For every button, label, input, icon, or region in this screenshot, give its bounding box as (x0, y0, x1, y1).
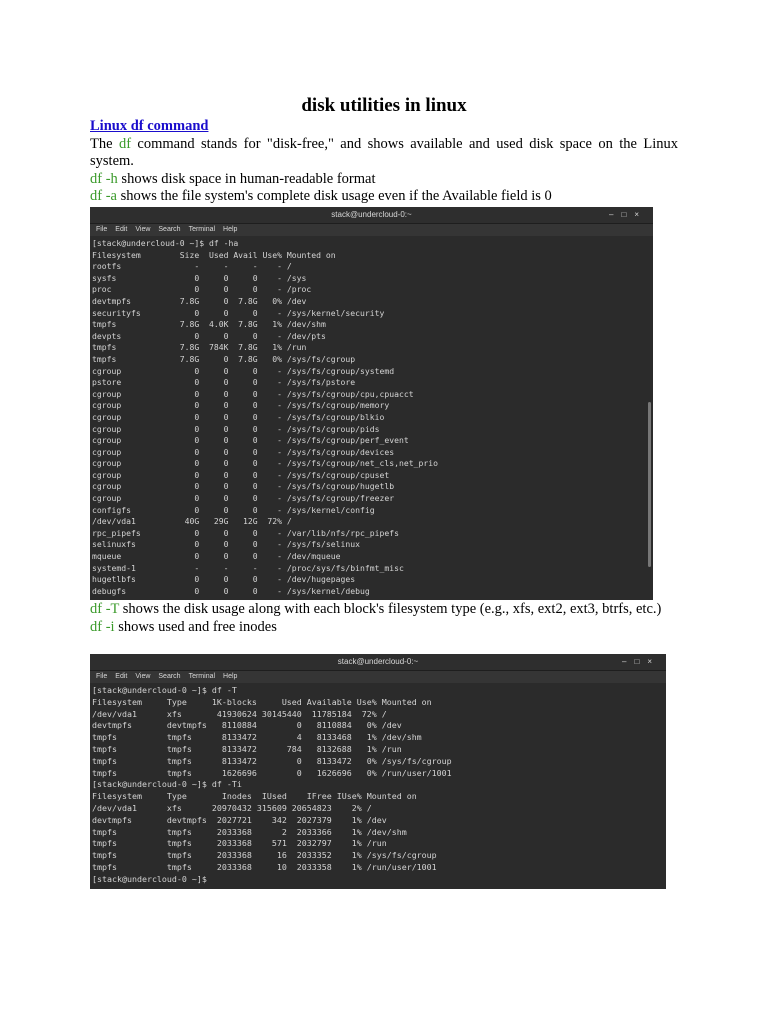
df-keyword: df (118, 135, 132, 152)
close-icon[interactable]: × (647, 657, 660, 666)
terminal-title: stack@undercloud-0:~ (337, 657, 419, 666)
menu-help[interactable]: Help (223, 673, 238, 680)
terminal-output: [stack@undercloud-0 ~]$ df -T Filesystem Type 1K-blocks Used Available Use% Mounted on /dev/vda1 xfs 41930624 30145440 11785184 72% / devtmpfs devtmpfs 8110884 0 8110884 0% /dev tmpfs tmpfs 8133472 4 8133468 1% /dev/shm tmpfs tmpfs 8133472 784 8132688 1% /run tmpfs tmpfs 8133472 0 8133472 0% /sys/fs/cgroup tmpfs tmpfs 1626696 0 1626696 0% /run/user/1001 [stack@undercloud-0 ~]$ df -Ti Filesystem Type Inodes IUsed IFree IUse% Mounted on /dev/vda1 xfs 20970432 315609 20654823 2% / devtmpfs devtmpfs 2027721 342 2027379 1% /dev tmpfs tmpfs 2033368 2 2033366 1% /dev/shm tmpfs tmpfs 2033368 571 2032797 1% /run tmpfs tmpfs 2033368 16 2033352 1% /sys/fs/cgroup tmpfs tmpfs 2033368 10 2033358 1% /run/user/1001 [stack@undercloud-0 ~]$ (92, 685, 452, 884)
close-icon[interactable]: × (634, 210, 647, 219)
menu-search[interactable]: Search (158, 226, 181, 233)
terminal-screenshot-df-ha (90, 207, 653, 600)
minimize-icon[interactable]: – (622, 657, 635, 666)
terminal-menubar (90, 224, 653, 236)
menu-edit[interactable]: Edit (115, 226, 128, 233)
menu-terminal[interactable]: Terminal (188, 226, 216, 233)
menu-help[interactable]: Help (223, 226, 238, 233)
menu-terminal[interactable]: Terminal (188, 673, 216, 680)
df-T-line: df -T shows the disk usage along with each block's filesystem type (e.g., xfs, ext2, ext3, btrfs, etc.) (90, 601, 662, 617)
window-controls (609, 207, 647, 223)
terminal-title: stack@undercloud-0:~ (331, 210, 412, 219)
df-command-link[interactable]: Linux df command (90, 118, 209, 134)
maximize-icon[interactable]: □ (634, 657, 648, 666)
menu-view[interactable]: View (135, 226, 151, 233)
df-a-line: df -a shows the file system's complete disk usage even if the Available field is 0 (90, 188, 552, 204)
maximize-icon[interactable]: □ (621, 210, 635, 219)
menu-file[interactable]: File (96, 673, 108, 680)
terminal-titlebar (90, 207, 653, 224)
terminal-menubar (90, 671, 666, 683)
page-title: disk utilities in linux (301, 95, 467, 116)
df-h-line: df -h shows disk space in human-readable format (90, 170, 376, 187)
document-body (90, 118, 678, 206)
menu-view[interactable]: View (135, 673, 151, 680)
menu-search[interactable]: Search (158, 673, 181, 680)
window-controls (622, 654, 660, 670)
terminal-titlebar (90, 654, 666, 671)
df-i-line: df -i shows used and free inodes (90, 618, 277, 635)
terminal-output: [stack@undercloud-0 ~]$ df -ha Filesystem Size Used Avail Use% Mounted on rootfs - - - - / sysfs 0 0 0 - /sys proc 0 0 0 - /proc devtmpfs 7.8G 0 7.8G 0% /dev securityfs 0 0 0 - /sys/kernel/security tmpfs 7.8G 4.0K 7.8G 1% /dev/shm devpts 0 0 0 - /dev/pts tmpfs 7.8G 784K 7.8G 1% /run tmpfs 7.8G 0 7.8G 0% /sys/fs/cgroup cgroup 0 0 0 - /sys/fs/cgroup/systemd pstore 0 0 0 - /sys/fs/pstore cgroup 0 0 0 - /sys/fs/cgroup/cpu,cpuacct cgroup 0 0 0 - /sys/fs/cgroup/memory cgroup 0 0 0 - /sys/fs/cgroup/blkio cgroup 0 0 0 - /sys/fs/cgroup/pids cgroup 0 0 0 - /sys/fs/cgroup/perf_event cgroup 0 0 0 - /sys/fs/cgroup/devices cgroup 0 0 0 - /sys/fs/cgroup/net_cls,net_prio cgroup 0 0 0 - /sys/fs/cgroup/cpuset cgroup 0 0 0 - /sys/fs/cgroup/hugetlb cgroup 0 0 0 - /sys/fs/cgroup/freezer configfs 0 0 0 - /sys/kernel/config /dev/vda1 40G 29G 12G 72% / rpc_pipefs 0 0 0 - /var/lib/nfs/rpc_pipefs selinuxfs 0 0 0 - /sys/fs/selinux mqueue 0 0 0 - /dev/mqueue systemd-1 - - - - /proc/sys/fs/binfmt_misc hugetlbfs 0 0 0 - /dev/hugepages debugfs 0 0 0 - /sys/kernel/debug (92, 238, 438, 596)
menu-file[interactable]: File (96, 226, 108, 233)
terminal-screenshot-df-T (90, 654, 666, 889)
minimize-icon[interactable]: – (609, 210, 622, 219)
terminal-scrollbar[interactable] (648, 402, 651, 567)
menu-edit[interactable]: Edit (115, 673, 128, 680)
intro-paragraph: The df command stands for "disk-free," and shows available and used disk space on the Linux system. (90, 135, 678, 169)
